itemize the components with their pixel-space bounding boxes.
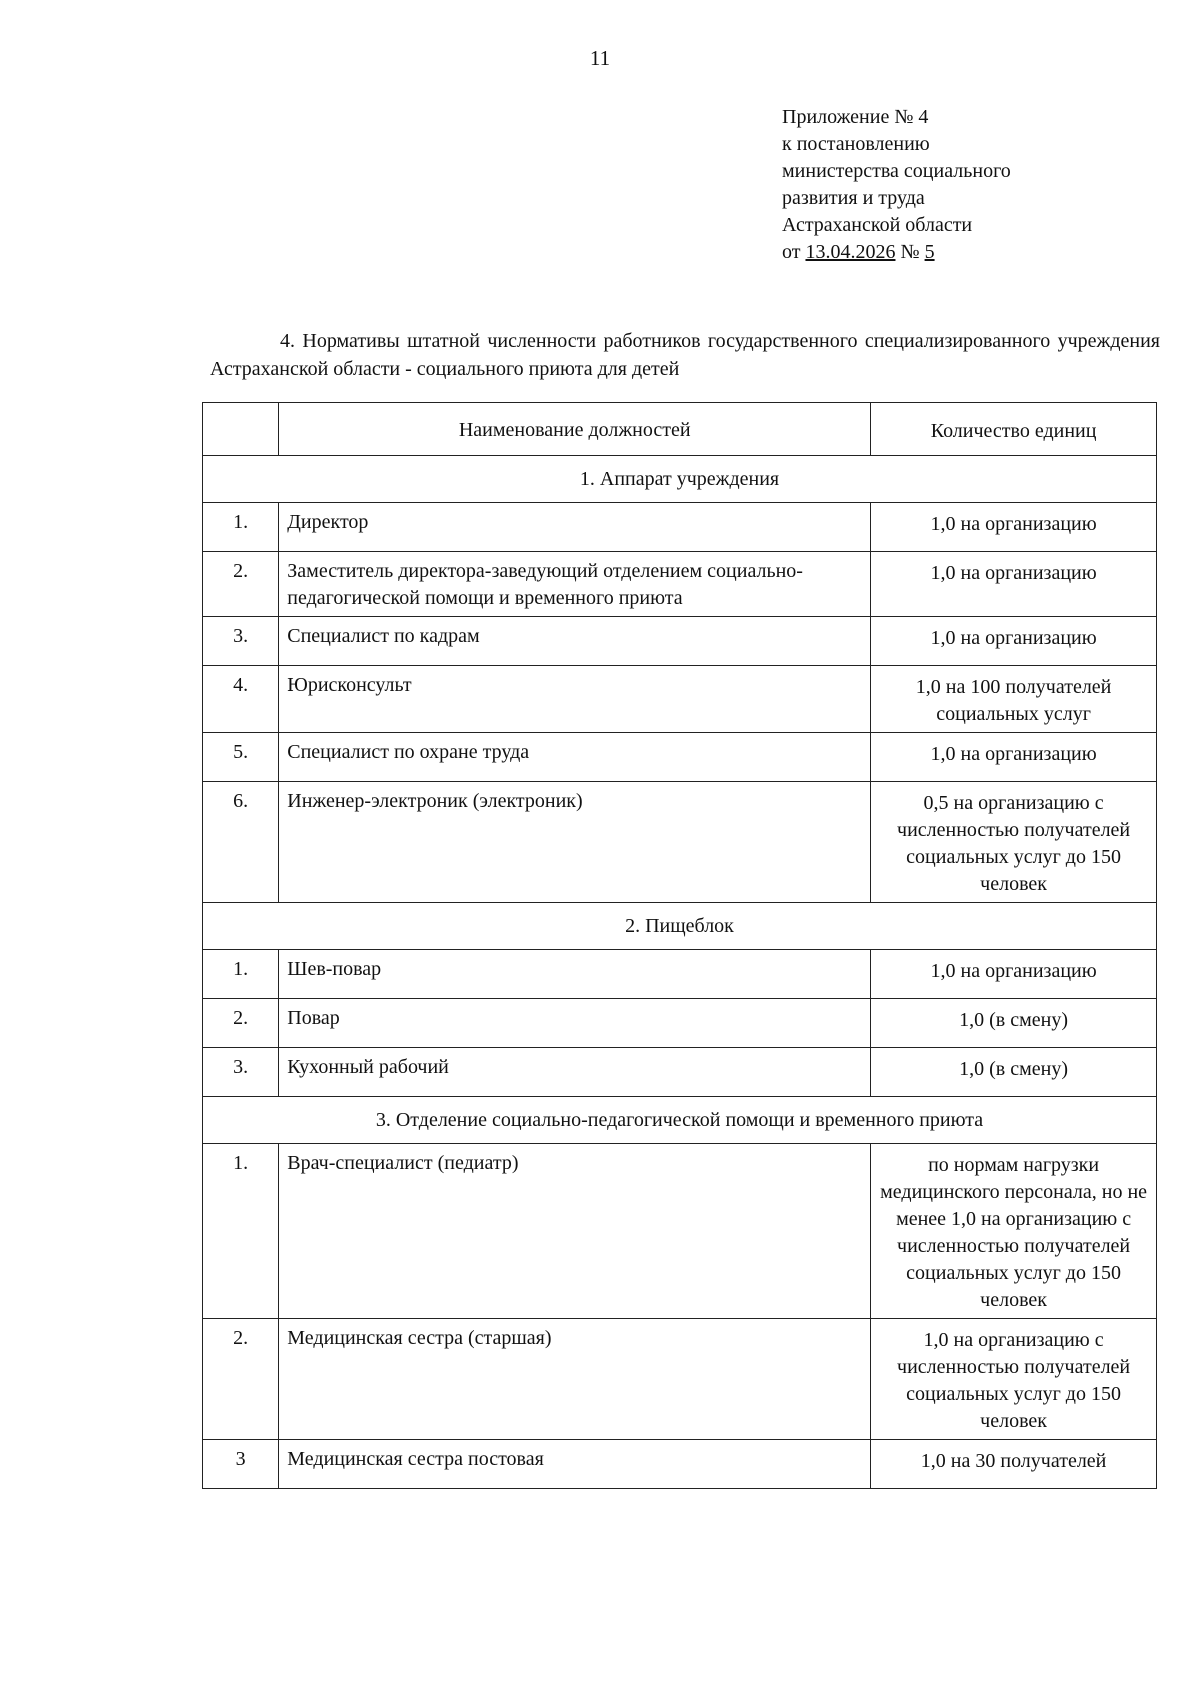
position-name: Директор (279, 503, 871, 552)
row-number: 2. (203, 552, 279, 617)
appendix-block (782, 104, 1011, 266)
table-row (203, 1144, 1157, 1319)
row-number: 1. (203, 503, 279, 552)
section-title: 2. Пищеблок (203, 903, 1157, 950)
appendix-line: к постановлению (782, 133, 930, 155)
position-name: Инженер-электроник (электроник) (279, 782, 871, 903)
position-quantity: 1,0 на 100 получателей социальных услуг (871, 666, 1157, 733)
appendix-line: министерства социального (782, 160, 1011, 182)
position-quantity: 1,0 на организацию (871, 617, 1157, 666)
section-title: 3. Отделение социально-педагогической помощи и временного приюта (203, 1097, 1157, 1144)
position-name: Медицинская сестра постовая (279, 1440, 871, 1489)
section-row (203, 456, 1157, 503)
position-quantity: 1,0 (в смену) (871, 999, 1157, 1048)
table-row (203, 950, 1157, 999)
appendix-date-line (782, 239, 1011, 266)
resolution-date: 13.04.2026 (805, 241, 896, 263)
row-number: 3. (203, 1048, 279, 1097)
section-title: 1. Аппарат учреждения (203, 456, 1157, 503)
position-quantity: 0,5 на организацию с численностью получателей социальных услуг до 150 человек (871, 782, 1157, 903)
position-name: Повар (279, 999, 871, 1048)
document-heading: 4. Нормативы штатной численности работников государственного специализированного учреждения Астраханской области - социального приюта для детей (210, 330, 1160, 380)
position-name: Кухонный рабочий (279, 1048, 871, 1097)
row-number: 2. (203, 1319, 279, 1440)
date-prefix: от (782, 241, 806, 263)
row-number: 4. (203, 666, 279, 733)
table-row (203, 782, 1157, 903)
number-prefix: № (895, 241, 925, 263)
page-number: 11 (589, 46, 611, 70)
position-name: Юрисконсульт (279, 666, 871, 733)
table-row (203, 733, 1157, 782)
row-number: 6. (203, 782, 279, 903)
appendix-line: развития и труда (782, 187, 925, 209)
section-row (203, 1097, 1157, 1144)
header-number-cell (203, 403, 279, 456)
table-row (203, 666, 1157, 733)
table-header-row (203, 403, 1157, 456)
position-quantity: 1,0 на 30 получателей (871, 1440, 1157, 1489)
table-row (203, 552, 1157, 617)
staffing-table (202, 402, 1157, 1489)
header-position-cell: Наименование должностей (279, 403, 871, 456)
position-quantity: 1,0 (в смену) (871, 1048, 1157, 1097)
position-name: Специалист по охране труда (279, 733, 871, 782)
position-quantity: по нормам нагрузки медицинского персонала, но не менее 1,0 на организацию с численностью получателей социальных услуг до 150 человек (871, 1144, 1157, 1319)
row-number: 3. (203, 617, 279, 666)
resolution-number: 5 (924, 241, 935, 263)
appendix-line: Приложение № 4 (782, 106, 929, 128)
row-number: 1. (203, 950, 279, 999)
position-quantity: 1,0 на организацию (871, 733, 1157, 782)
table-row (203, 617, 1157, 666)
row-number: 1. (203, 1144, 279, 1319)
position-name: Медицинская сестра (старшая) (279, 1319, 871, 1440)
row-number: 5. (203, 733, 279, 782)
position-name: Специалист по кадрам (279, 617, 871, 666)
table-row (203, 1319, 1157, 1440)
table-row (203, 999, 1157, 1048)
row-number: 2. (203, 999, 279, 1048)
table-row (203, 503, 1157, 552)
header-quantity-cell: Количество единиц (871, 403, 1157, 456)
section-row (203, 903, 1157, 950)
position-quantity: 1,0 на организацию (871, 950, 1157, 999)
position-quantity: 1,0 на организацию (871, 552, 1157, 617)
appendix-line: Астраханской области (782, 214, 973, 236)
table-row (203, 1048, 1157, 1097)
position-name: Шев-повар (279, 950, 871, 999)
table-row (203, 1440, 1157, 1489)
position-quantity: 1,0 на организацию с численностью получателей социальных услуг до 150 человек (871, 1319, 1157, 1440)
position-name: Заместитель директора-заведующий отделением социально-педагогической помощи и временного приюта (279, 552, 871, 617)
position-name: Врач-специалист (педиатр) (279, 1144, 871, 1319)
position-quantity: 1,0 на организацию (871, 503, 1157, 552)
row-number: 3 (203, 1440, 279, 1489)
